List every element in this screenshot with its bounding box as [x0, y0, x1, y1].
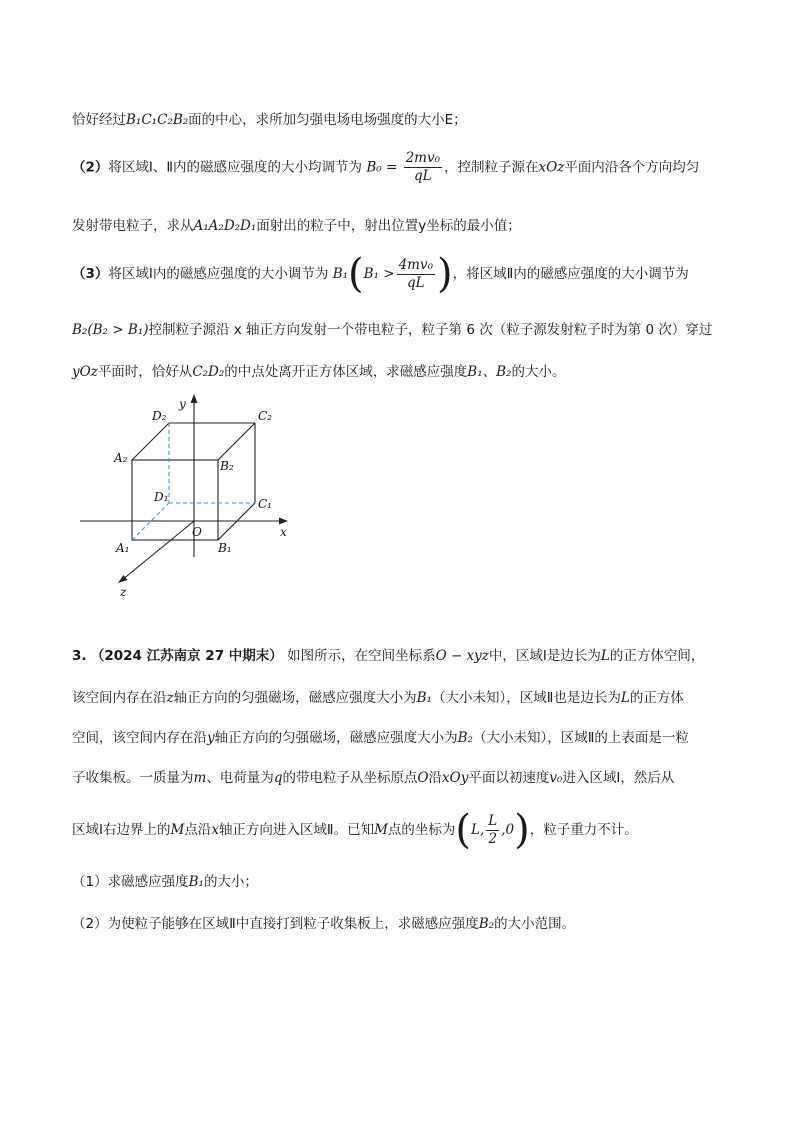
label-y: y [179, 397, 186, 411]
part3-text-b: ，将区域Ⅱ内的磁感应强度的大小调节为 [452, 266, 689, 282]
q3-l2-L: L [620, 690, 630, 706]
m-coord-den: 2 [488, 830, 498, 847]
q3-line5 [72, 807, 638, 853]
q3-l2-a: 该空间内存在沿 [72, 690, 167, 706]
right-paren: ) [437, 251, 453, 297]
z-axis [122, 521, 194, 580]
q3-source: （2024 江苏南京 27 中期末） [90, 648, 283, 664]
q3-l4-q: q [273, 770, 283, 786]
q3-coord-system: O − xyz [435, 648, 489, 664]
q3-l5-c: 轴正方向进入区域Ⅱ。已知 [218, 822, 375, 838]
part2-line2-b: 面射出的粒子中，射出位置y坐标的最小值； [256, 218, 521, 234]
label-d2: D₂ [152, 409, 167, 423]
label-a2: A₂ [114, 451, 128, 465]
part3-plane: yOz [72, 364, 98, 380]
q3-l1-b: 中，区域Ⅰ是边长为 [488, 648, 601, 664]
label-x: x [280, 525, 287, 539]
part1-prefix: 恰好经过 [72, 112, 126, 128]
edge-a2-d2 [132, 423, 169, 460]
q3-sub1-B: B₁ [188, 874, 204, 890]
part3-line3-c: 的大小。 [511, 364, 566, 380]
x-arrow [279, 518, 288, 525]
part2-formula-lhs: B₀ = [366, 159, 398, 176]
q3-l5-a: 区域Ⅰ右边界上的 [72, 822, 171, 838]
q3-l5-b: 点沿 [184, 822, 212, 838]
part3-line2 [72, 318, 712, 338]
q3-l4-d: 沿 [428, 770, 443, 786]
q3-l5-M2: M [374, 822, 388, 838]
q3-l2-z: z [166, 690, 174, 706]
q3-l1-L: L [600, 648, 610, 664]
part3-fraction [397, 257, 435, 292]
part3-b2: B₂ [72, 322, 88, 338]
part3-frac-den: qL [406, 274, 425, 291]
q3-l2-d: 的正方体 [629, 690, 684, 706]
part3-line1 [72, 251, 689, 297]
y-arrow [191, 394, 198, 403]
part3-cond-lhs: B₁ > [363, 266, 395, 282]
q3-l3-a: 空间，该空间内存在沿 [72, 730, 207, 746]
q3-line1 [72, 644, 704, 664]
q3-l3-b: 轴正方向的匀强磁场，磁感应强度大小为 [214, 730, 458, 746]
q3-l1-a: 如图所示，在空间坐标系 [287, 648, 436, 664]
face-b1c1c2b2: B₁C₁C₂B₂ [126, 112, 189, 128]
q3-l2-c: （大小未知），区域Ⅱ也是边长为 [431, 690, 621, 706]
q3-l5-d: 点的坐标为 [387, 822, 456, 838]
edge-b2-c2 [218, 423, 255, 460]
front-face [132, 460, 218, 540]
q3-sub2 [72, 912, 575, 932]
part3-line2-text: 控制粒子源沿 x 轴正方向发射一个带电粒子，粒子第 6 次（粒子源发射粒子时为第 0 次）穿过 [148, 322, 713, 338]
part2-line2 [72, 214, 521, 234]
q3-l5-M: M [170, 822, 185, 838]
part2-fraction [404, 150, 442, 185]
label-c1: C₁ [258, 497, 272, 511]
q3-sub1 [72, 870, 258, 890]
part3-vars: B₁、B₂ [467, 364, 512, 380]
label-z: z [120, 585, 127, 599]
part3-line3 [72, 360, 565, 380]
q3-l4-plane: xOy [442, 770, 469, 786]
q3-sub2-text: （2）为使粒子能够在区域Ⅱ中直接打到粒子收集板上，求磁感应强度 [72, 916, 479, 932]
part2-text-b: ，控制粒子源在 [444, 159, 539, 176]
q3-l4-e: 平面以初速度 [468, 770, 550, 786]
q3-l4-O: O [417, 770, 429, 786]
m-coord-left-paren: ( [455, 807, 472, 853]
q3-sub2-B: B₂ [478, 916, 495, 932]
part3-line3-a: 平面时，恰好从 [97, 364, 193, 380]
label-origin: O [192, 525, 202, 539]
q3-l1-c: 的正方体空间， [609, 648, 705, 664]
cube-figure [72, 392, 312, 602]
q3-sub2-b: 的大小范围。 [494, 916, 576, 932]
q3-l4-c: 的带电粒子从坐标原点 [282, 770, 418, 786]
part2-label: （2） [72, 159, 109, 176]
q3-sub1-b: 的大小； [203, 874, 258, 890]
q3-l4-v0: v₀ [549, 770, 563, 786]
part3-label: （3） [72, 266, 109, 282]
q3-l4-b: 、电荷量为 [206, 770, 274, 786]
left-paren: ( [348, 251, 364, 297]
q3-sub1-text: （1）求磁感应强度 [72, 874, 189, 890]
q3-l3-c: （大小未知），区域Ⅱ的上表面是一粒 [472, 730, 689, 746]
q3-number: 3. [72, 648, 87, 664]
q3-l4-m: m [193, 770, 207, 786]
part3-b1: B₁ [332, 266, 349, 282]
q3-l2-b: 轴正方向的匀强磁场，磁感应强度大小为 [173, 690, 417, 706]
label-c2: C₂ [258, 409, 272, 423]
label-b1: B₁ [218, 541, 232, 555]
label-b2: B₂ [220, 459, 234, 473]
part2-line2-a: 发射带电粒子，求从 [72, 218, 194, 234]
part1-suffix: 面的中心，求所加匀强电场电场强度的大小E； [188, 112, 467, 128]
m-coord-fraction [486, 813, 499, 848]
q3-l5-x: x [211, 822, 219, 838]
q3-line3 [72, 726, 689, 746]
part3-text-a: 将区域Ⅰ内的磁感应强度的大小调节为 [108, 266, 329, 282]
q3-l5-e: ，粒子重力不计。 [529, 822, 638, 838]
part2-text-c: 平面内沿各个方向均匀 [564, 159, 700, 176]
part2-frac-num: 2mv₀ [405, 150, 441, 166]
q3-l2-B1: B₁ [416, 690, 432, 706]
q3-line4 [72, 766, 674, 786]
part2-line1 [72, 150, 699, 185]
m-coord-num: L [488, 812, 498, 829]
part3-b2-cond: (B₂ > B₁) [87, 322, 149, 338]
part1-tail-line [72, 108, 467, 128]
part2-plane: xOz [538, 159, 565, 176]
part2-text-a: 将区域Ⅰ、Ⅱ内的磁感应强度的大小均调节为 [108, 159, 363, 176]
q3-line2 [72, 686, 684, 706]
m-coord-first: L, [471, 822, 485, 838]
part2-frac-den: qL [413, 168, 432, 184]
face-a1a2d2d1: A₁A₂D₂D₁ [193, 218, 257, 234]
part3-b2-cond-text: B₂ > B₁ [92, 322, 144, 338]
part3-line3-b: 的中点处离开正方体区域，求磁感应强度 [224, 364, 468, 380]
q3-l4-f: 进入区域Ⅰ，然后从 [562, 770, 675, 786]
q3-l3-B2: B₂ [457, 730, 473, 746]
q3-l3-y: y [207, 730, 215, 746]
segment-c2d2: C₂D₂ [192, 364, 225, 380]
q3-l4-a: 子收集板。一质量为 [72, 770, 194, 786]
label-a1: A₁ [116, 541, 130, 555]
m-coord-right-paren: ) [514, 807, 530, 853]
part3-frac-num: 4mv₀ [398, 256, 434, 273]
label-d1: D₁ [154, 490, 169, 504]
m-coord-last: ,0 [501, 822, 515, 838]
